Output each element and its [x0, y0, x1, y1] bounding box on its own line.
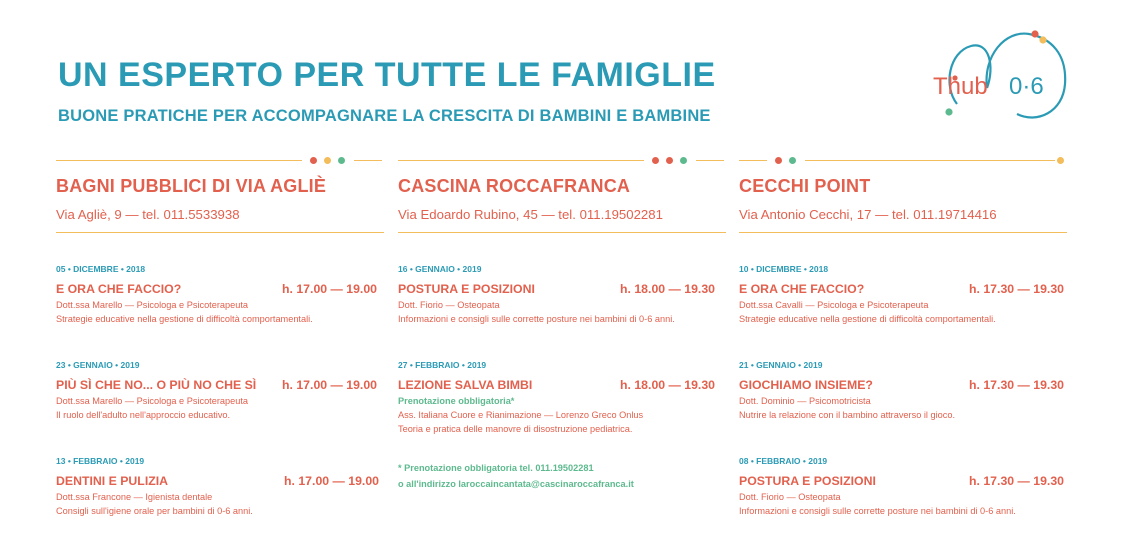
event-date: 05 • DICEMBRE • 2018 [56, 264, 146, 274]
booking-note [398, 460, 738, 492]
event-speaker: Dott. Fiorio — Osteopata [398, 300, 500, 310]
event-date: 23 • GENNAIO • 2019 [56, 360, 140, 370]
event-title: DENTINI E PULIZIA [56, 474, 169, 488]
event-time: h. 17.30 — 19.30 [969, 378, 1065, 392]
event-item [398, 360, 738, 436]
venue-column-cecchi [739, 150, 1067, 516]
divider [739, 232, 1067, 233]
venue-name: CASCINA ROCCAFRANCA [398, 176, 631, 196]
venue-address: Via Edoardo Rubino, 45 — tel. 011.19502281 [398, 207, 663, 222]
logo-text-06: 0·6 [1009, 73, 1044, 100]
event-speaker: Dott.ssa Cavalli — Psicologa e Psicoterapeuta [739, 300, 929, 310]
event-date: 10 • DICEMBRE • 2018 [739, 264, 829, 274]
event-time: h. 17.00 — 19.00 [282, 378, 378, 392]
venue-column-roccafranca [398, 150, 726, 489]
event-time: h. 18.00 — 19.30 [620, 282, 716, 296]
event-description: Informazioni e consigli sulle corrette posture nei bambini di 0-6 anni. [398, 314, 675, 324]
decorative-divider [56, 150, 384, 170]
event-item [739, 456, 1079, 518]
event-title: LEZIONE SALVA BIMBI [398, 378, 533, 392]
venue-name: BAGNI PUBBLICI DI VIA AGLIÈ [56, 176, 327, 196]
booking-note-phone: * Prenotazione obbligatoria tel. 011.19502281 [398, 463, 594, 473]
decorative-divider [739, 150, 1067, 170]
event-description: Informazioni e consigli sulle corrette posture nei bambini di 0-6 anni. [739, 506, 1016, 516]
event-time: h. 17.00 — 19.00 [284, 474, 380, 488]
event-title: E ORA CHE FACCIO? [739, 282, 865, 296]
venue-address: Via Antonio Cecchi, 17 — tel. 011.19714416 [739, 207, 997, 222]
event-time: h. 18.00 — 19.30 [620, 378, 716, 392]
event-speaker: Dott.ssa Marello — Psicologa e Psicoterapeuta [56, 396, 249, 406]
event-description: Consigli sull'igiene orale per bambini di 0-6 anni. [56, 506, 253, 516]
event-item [56, 360, 396, 422]
event-description: Strategie educative nella gestione di difficoltà comportamentali. [739, 314, 996, 324]
event-time: h. 17.00 — 19.00 [282, 282, 378, 296]
event-date: 21 • GENNAIO • 2019 [739, 360, 823, 370]
event-speaker: Ass. Italiana Cuore e Rianimazione — Lorenzo Greco Onlus [398, 410, 644, 420]
venue-address: Via Agliè, 9 — tel. 011.5533938 [56, 207, 240, 222]
event-speaker: Dott.ssa Marello — Psicologa e Psicoterapeuta [56, 300, 249, 310]
event-description: Il ruolo dell'adulto nell'approccio educativo. [56, 410, 231, 420]
booking-note-email: o all'indirizzo laroccaincantata@cascinaroccafranca.it [398, 479, 634, 489]
event-title: PIÙ SÌ CHE NO... O PIÙ NO CHE SÌ [56, 378, 257, 392]
divider [56, 232, 384, 233]
event-description: Teoria e pratica delle manovre di disostruzione pediatrica. [398, 424, 633, 434]
logo-text-hub: Thub [933, 73, 988, 100]
event-date: 13 • FEBBRAIO • 2019 [56, 456, 145, 466]
event-description: Strategie educative nella gestione di difficoltà comportamentali. [56, 314, 313, 324]
page-title: UN ESPERTO PER TUTTE LE FAMIGLIE [58, 56, 716, 94]
event-date: 16 • GENNAIO • 2019 [398, 264, 482, 274]
event-item [398, 264, 738, 326]
event-title: POSTURA E POSIZIONI [398, 282, 535, 296]
event-item [56, 456, 396, 518]
event-title: GIOCHIAMO INSIEME? [739, 378, 873, 392]
booking-required: Prenotazione obbligatoria* [398, 396, 515, 406]
event-speaker: Dott. Fiorio — Osteopata [739, 492, 841, 502]
decorative-divider [398, 150, 726, 170]
event-time: h. 17.30 — 19.30 [969, 474, 1065, 488]
venue-column-bagni [56, 150, 384, 516]
event-description: Nutrire la relazione con il bambino attraverso il gioco. [739, 410, 956, 420]
event-time: h. 17.30 — 19.30 [969, 282, 1065, 296]
event-item [739, 360, 1079, 422]
event-item [56, 264, 396, 326]
hub-06-logo [925, 26, 1075, 126]
page-subtitle: BUONE PRATICHE PER ACCOMPAGNARE LA CRESCITA DI BAMBINI E BAMBINE [58, 107, 711, 125]
event-date: 08 • FEBBRAIO • 2019 [739, 456, 828, 466]
event-item [739, 264, 1079, 326]
event-speaker: Dott.ssa Francone — Igienista dentale [56, 492, 213, 502]
event-title: POSTURA E POSIZIONI [739, 474, 876, 488]
event-date: 27 • FEBBRAIO • 2019 [398, 360, 487, 370]
event-speaker: Dott. Dominio — Psicomotricista [739, 396, 871, 406]
divider [398, 232, 726, 233]
event-title: E ORA CHE FACCIO? [56, 282, 182, 296]
venue-name: CECCHI POINT [739, 176, 871, 196]
